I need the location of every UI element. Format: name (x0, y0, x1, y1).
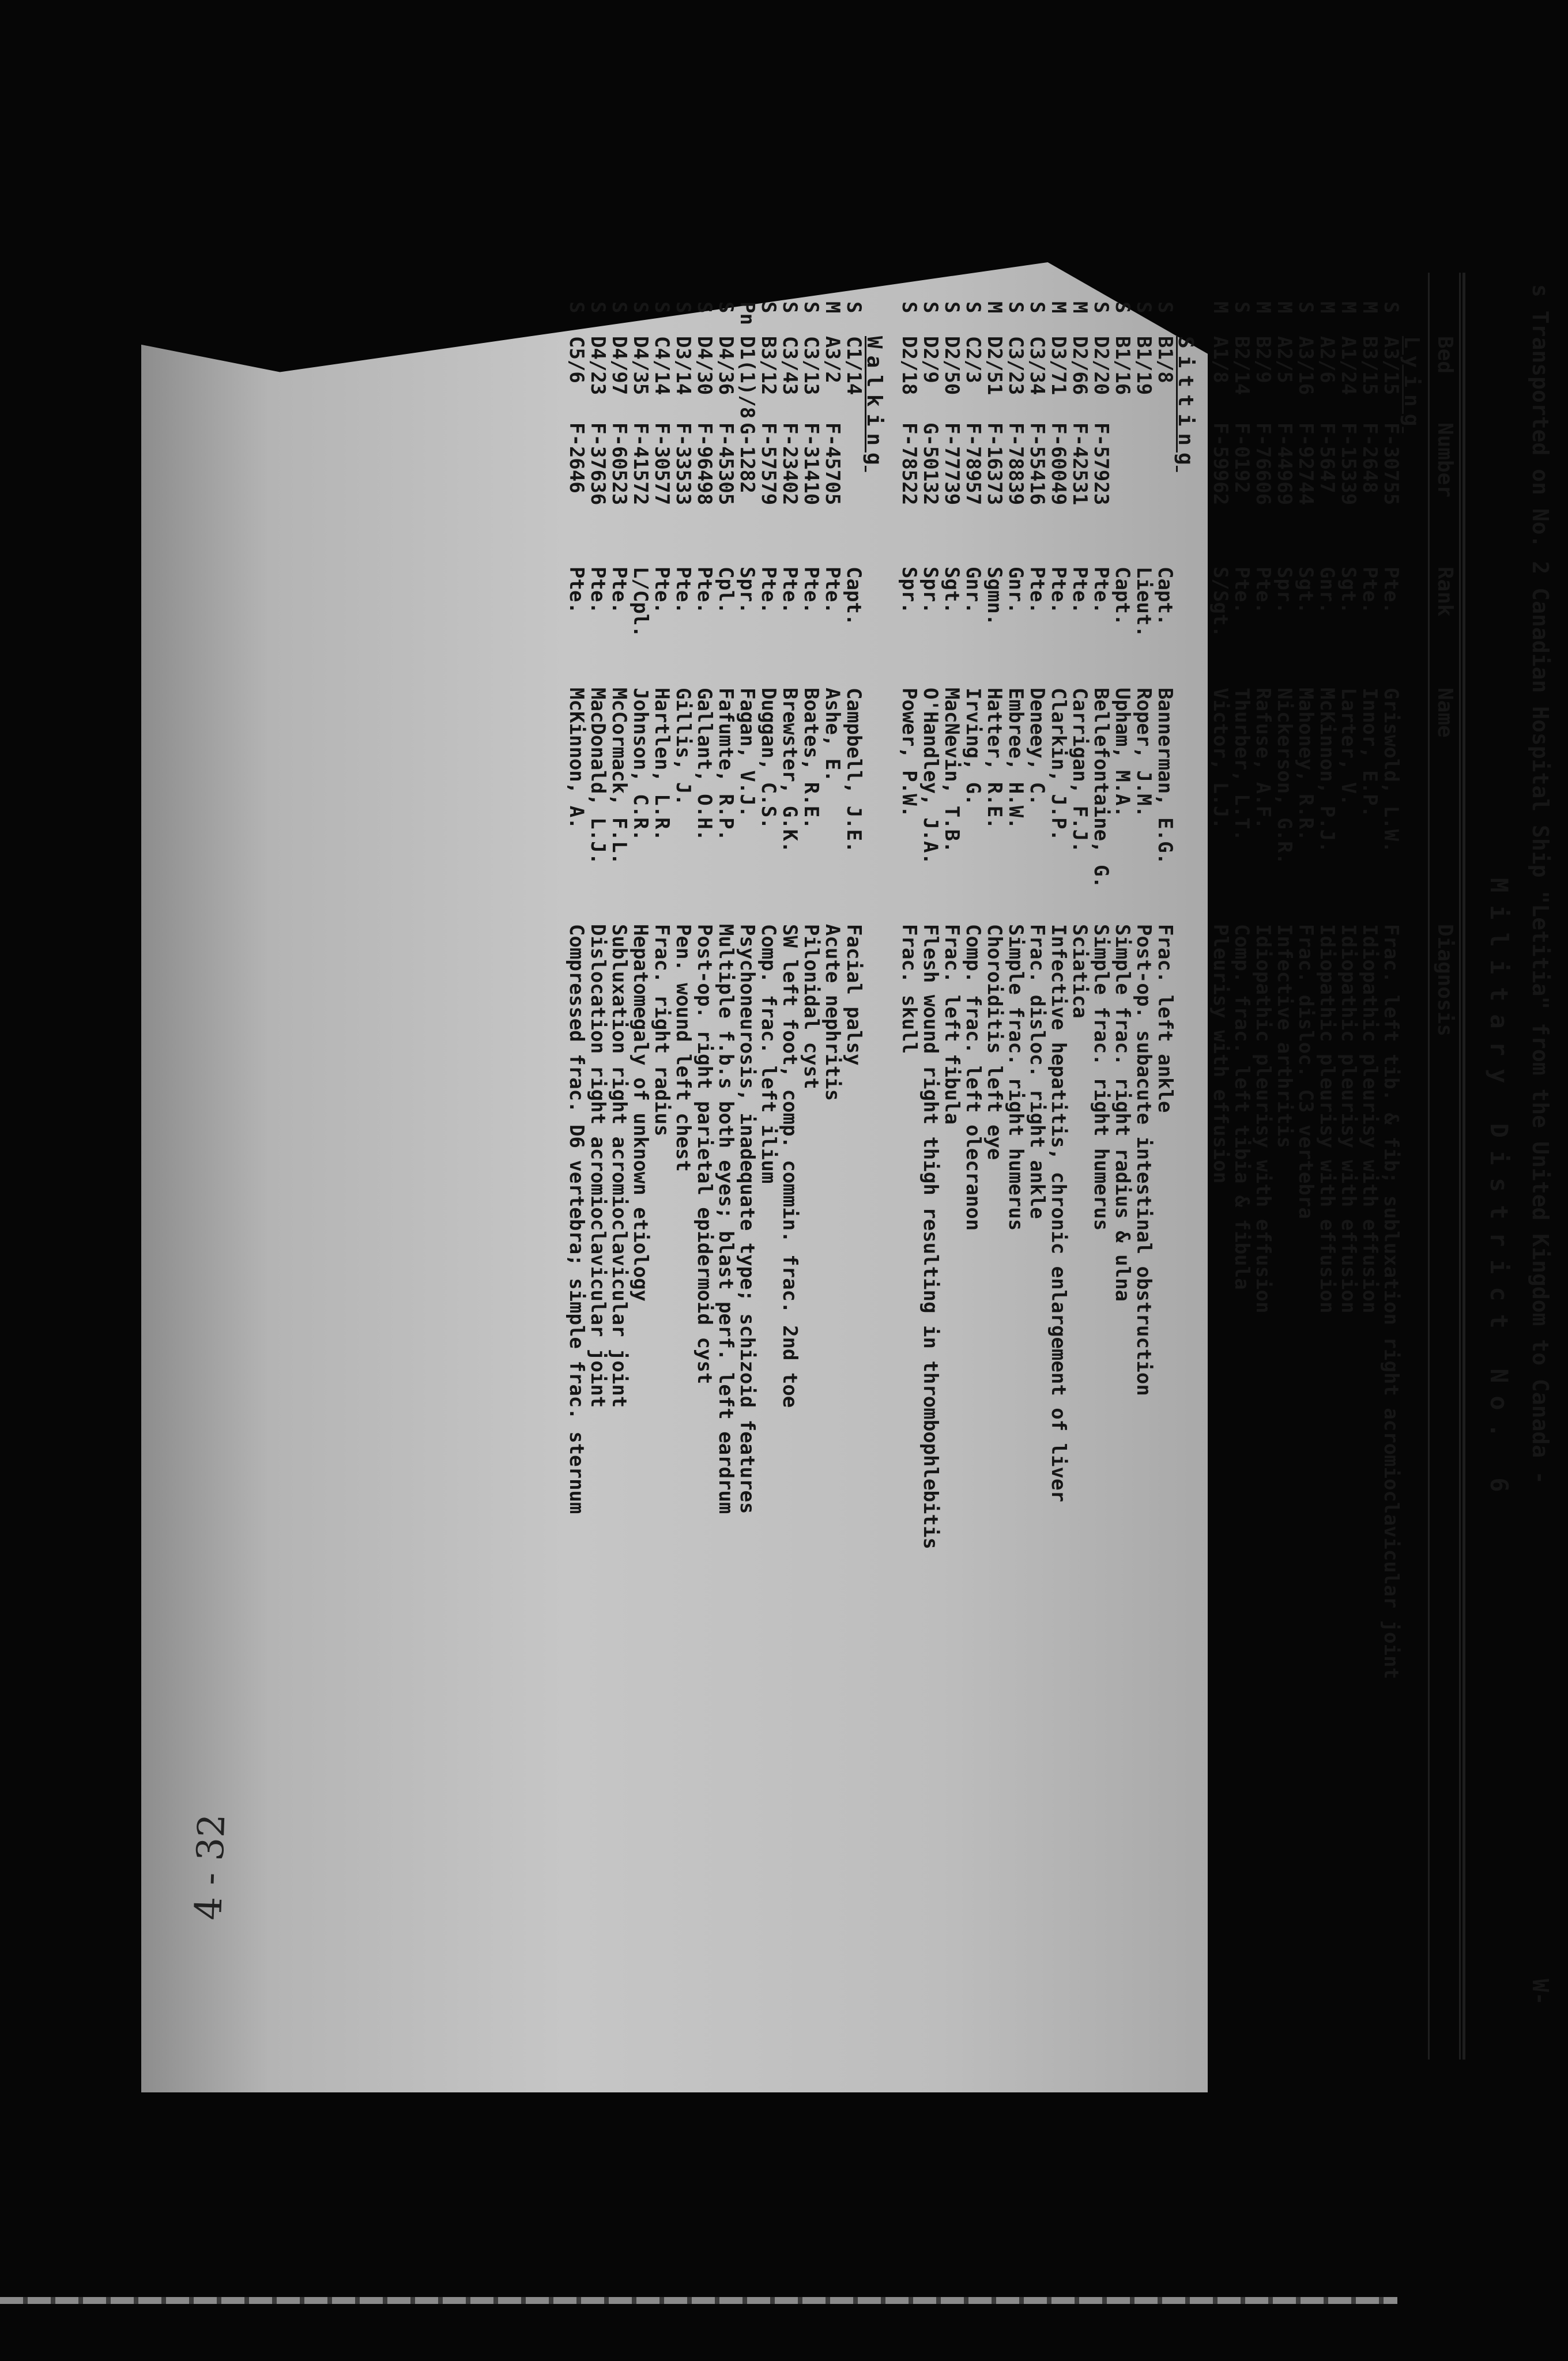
diagnosis-cell: Comp. frac. left ilium (756, 924, 780, 1184)
ward-code: S (671, 301, 695, 314)
rank-cell: Pte. (1230, 567, 1253, 614)
bed-cell: A2/5 (1273, 336, 1296, 383)
number-cell: F-96498 (692, 423, 716, 506)
number-cell: F-45305 (714, 423, 737, 506)
name-cell: Boates, R.E. (799, 688, 823, 829)
bed-cell: D1(1)/8 (735, 336, 759, 419)
ward-code: M (1252, 301, 1275, 314)
diagnosis-cell: Frac. left fibula (940, 924, 963, 1125)
number-cell: F-5647 (1316, 423, 1339, 493)
bed-cell: C2/3 (961, 336, 985, 383)
table-row (1253, 273, 1273, 2060)
name-cell: Power, P.W. (897, 688, 921, 818)
number-cell: F-44969 (1273, 423, 1296, 506)
diagnosis-cell: Idiopathic pleurisy with effusion (1252, 924, 1275, 1314)
name-cell: Hartlen, L.R. (650, 688, 673, 842)
name-cell: Upham, M.A. (1110, 688, 1134, 818)
rank-cell: Sgmn. (982, 567, 1006, 626)
table-row (941, 273, 962, 2060)
number-cell: F-57579 (756, 423, 780, 506)
rank-cell: Spr. (897, 567, 921, 614)
diagnosis-cell: Idiopathic pleurisy with effusion (1358, 924, 1381, 1314)
bed-cell: D2/20 (1089, 336, 1113, 395)
number-cell: F-45705 (820, 423, 844, 506)
name-cell: Johnson, C.R. (628, 688, 652, 842)
ward-code: S (940, 301, 963, 314)
diagnosis-cell: Acute nephritis (820, 924, 844, 1102)
name-cell: Griswold, L.W. (1379, 688, 1403, 853)
rank-cell: Spr. (1273, 567, 1296, 614)
ward-code: S (1294, 301, 1317, 314)
number-cell: F-77739 (940, 423, 963, 506)
name-cell: McCormack, F.L. (607, 688, 631, 865)
bed-cell: A1/8 (1209, 336, 1232, 383)
diagnosis-cell: Frac. skull (897, 924, 921, 1054)
number-cell: F-59962 (1209, 423, 1232, 506)
diagnosis-cell: Multiple f.b.s both eyes; blast perf. left eardrum (714, 924, 737, 1514)
ward-code: S (586, 301, 609, 314)
section-label: Walking (862, 336, 886, 472)
rank-cell: Lieut. (1132, 567, 1155, 638)
number-cell: F-78522 (897, 423, 921, 506)
bed-cell: D2/9 (918, 336, 942, 383)
rank-cell: Gnr. (1316, 567, 1339, 614)
column-header-name: Name (1433, 688, 1457, 738)
name-cell: Innor, E.P. (1358, 688, 1381, 818)
section-label: Lying (1400, 336, 1423, 433)
ward-code: M (1209, 301, 1232, 314)
diagnosis-cell: Idiopathic pleurisy with effusion (1316, 924, 1339, 1314)
ward-code: S (1379, 301, 1403, 314)
bed-cell: D4/30 (692, 336, 716, 395)
table-row (587, 273, 608, 2060)
table-row (1005, 273, 1026, 2060)
section-label: Sitting (1173, 336, 1197, 472)
bed-cell: B2/14 (1230, 336, 1253, 395)
document-title-suffix: W- (1528, 1979, 1553, 2005)
diagnosis-cell: SW left foot, comp. commin. frac. 2nd toe (778, 924, 801, 1408)
diagnosis-cell: Simple frac. right humerus (1004, 924, 1027, 1231)
bed-cell: A3/2 (820, 336, 844, 383)
ward-code: S (1004, 301, 1027, 314)
table-row (1231, 273, 1252, 2060)
rank-cell: Pte. (756, 567, 780, 614)
name-cell: Victor, L.J. (1209, 688, 1232, 829)
rank-cell: Capt. (1110, 567, 1134, 626)
name-cell: Mahoney, R.R. (1294, 688, 1317, 842)
rank-cell: Pte. (1252, 567, 1275, 614)
name-cell: Larter, V. (1337, 688, 1360, 806)
name-cell: Campbell, J.E. (842, 688, 865, 853)
rank-cell: Pte. (778, 567, 801, 614)
table-row (920, 273, 941, 2060)
table-row (1359, 273, 1380, 2060)
table-row (651, 273, 672, 2060)
diagnosis-cell: Frac. left tib. & fib; subluxation right acromioclavicular joint (1379, 924, 1403, 1680)
rank-cell: Sgt. (940, 567, 963, 614)
table-row (1381, 273, 1401, 2060)
bed-cell: D4/36 (714, 336, 737, 395)
diagnosis-cell: Frac. disloc. right ankle (1025, 924, 1049, 1219)
name-cell: Hatter, R.E. (982, 688, 1006, 829)
ward-code: S (1089, 301, 1113, 314)
bed-cell: D4/97 (607, 336, 631, 395)
ward-code: S (1132, 301, 1155, 314)
name-cell: Gillis, J. (671, 688, 695, 806)
diagnosis-cell: Sciatica (1068, 924, 1091, 1019)
name-cell: Embree, H.W. (1004, 688, 1027, 829)
ward-code: S (756, 301, 780, 314)
name-cell: Rafuse, A.F. (1252, 688, 1275, 829)
ward-code: S (842, 301, 865, 314)
name-cell: Deneey, C. (1025, 688, 1049, 806)
name-cell: MacNevin, T.B. (940, 688, 963, 853)
ward-code: S (564, 301, 588, 314)
number-cell: F-0192 (1230, 423, 1253, 493)
rank-cell: Cpl. (714, 567, 737, 614)
number-cell: F-42531 (1068, 423, 1091, 506)
document-title: s Transported on No. 2 Canadian Hospital Ship "Letitia" from the United Kingdom to Canada - (1528, 284, 1553, 1498)
name-cell: Duggan, C.S. (756, 688, 780, 829)
bed-cell: D2/66 (1068, 336, 1091, 395)
rank-cell: Pte. (650, 567, 673, 614)
table-row (1027, 273, 1047, 2060)
ward-code: Pn (735, 301, 759, 325)
diagnosis-cell: Subluxation right acromioclavicular joint (607, 924, 631, 1408)
ward-code: S (778, 301, 801, 314)
table-row (1210, 273, 1231, 2060)
rank-cell: Pte. (1046, 567, 1070, 614)
ward-code: M (982, 301, 1006, 314)
name-cell: MacDonald, L.J. (586, 688, 609, 865)
name-cell: O'Handley, J.A. (918, 688, 942, 865)
rank-cell: Pte. (692, 567, 716, 614)
diagnosis-cell: Comp. frac. left tibia & fibula (1230, 924, 1253, 1290)
ward-code: M (1273, 301, 1296, 314)
table-row (1048, 273, 1069, 2060)
table-row (1338, 273, 1359, 2060)
table-row (1317, 273, 1337, 2060)
name-cell: Carrigan, F.J. (1068, 688, 1091, 853)
rank-cell: Pte. (1379, 567, 1403, 614)
ward-code: S (1110, 301, 1134, 314)
number-cell: F-33533 (671, 423, 695, 506)
ward-code: S (628, 301, 652, 314)
bed-cell: D4/35 (628, 336, 652, 395)
table-row (1295, 273, 1316, 2060)
ward-code: S (692, 301, 716, 314)
rank-cell: S/Sgt. (1209, 567, 1232, 638)
number-cell: F-16373 (982, 423, 1006, 506)
ward-code: M (1316, 301, 1339, 314)
rank-cell: Pte. (799, 567, 823, 614)
diagnosis-cell: Pleurisy with effusion (1209, 924, 1232, 1184)
name-cell: Bannerman, E.G. (1153, 688, 1177, 865)
diagnosis-cell: Simple frac. right radius & ulna (1110, 924, 1134, 1302)
bed-cell: C3/13 (799, 336, 823, 395)
diagnosis-cell: Post-op. subacute intestinal obstruction (1132, 924, 1155, 1396)
table-row (1133, 273, 1154, 2060)
table-row (609, 273, 630, 2060)
diagnosis-cell: Choroiditis left eye (982, 924, 1006, 1160)
rank-cell: Pte. (1068, 567, 1091, 614)
ward-code: S (897, 301, 921, 314)
name-cell: Irving, G. (961, 688, 985, 806)
ward-code: M (1068, 301, 1091, 314)
name-cell: Gallant, O.H. (692, 688, 716, 842)
diagnosis-cell: Flesh wound right thigh resulting in thrombophlebitis (918, 924, 942, 1549)
number-cell: F-37636 (586, 423, 609, 506)
bed-cell: B1/8 (1153, 336, 1177, 383)
rank-cell: Pte. (1025, 567, 1049, 614)
number-cell: G-1282 (735, 423, 759, 493)
number-cell: F-57923 (1089, 423, 1113, 506)
rank-cell: Pte. (607, 567, 631, 614)
table-row (673, 273, 693, 2060)
rank-cell: Pte. (1089, 567, 1113, 614)
diagnosis-cell: Pen. wound left chest (671, 924, 695, 1172)
ward-code: S (961, 301, 985, 314)
diagnosis-cell: Idiopathic pleurisy with effusion (1337, 924, 1360, 1314)
name-cell: Fafumte, R.P. (714, 688, 737, 842)
rank-cell: Capt. (1153, 567, 1177, 626)
bed-cell: A3/16 (1294, 336, 1317, 395)
name-cell: McKinnon, A. (564, 688, 588, 829)
ward-code: M (1337, 301, 1360, 314)
table-row (984, 273, 1005, 2060)
bed-cell: D2/51 (982, 336, 1006, 395)
name-cell: Roper, J.M. (1132, 688, 1155, 818)
table-row (1091, 273, 1111, 2060)
ward-code: M (1046, 301, 1070, 314)
rank-cell: Gnr. (961, 567, 985, 614)
bed-cell: C5/6 (564, 336, 588, 383)
diagnosis-cell: Compressed frac. D6 vertebra; simple frac. sternum (564, 924, 588, 1514)
bed-cell: D2/50 (940, 336, 963, 395)
ward-code: S (607, 301, 631, 314)
rank-cell: Spr. (918, 567, 942, 614)
name-cell: Ashe, E. (820, 688, 844, 782)
column-header-number: Number (1433, 423, 1457, 498)
bed-cell: B1/19 (1132, 336, 1155, 395)
name-cell: McKinnon, P.J. (1316, 688, 1339, 853)
rank-cell: Capt. (842, 567, 865, 626)
bed-cell: C3/43 (778, 336, 801, 395)
diagnosis-cell: Frac. right radius (650, 924, 673, 1137)
column-header-rule (1428, 273, 1430, 2060)
table-row (801, 273, 821, 2060)
bed-cell: D3/71 (1046, 336, 1070, 395)
handwritten-note: 4 - 32 (187, 1813, 234, 1921)
diagnosis-cell: Facial palsy (842, 924, 865, 1066)
diagnosis-cell: Comp. frac. left olecranon (961, 924, 985, 1231)
diagnosis-cell: Frac. left ankle (1153, 924, 1177, 1113)
column-header-bed: Bed (1433, 336, 1457, 374)
number-cell: F-78839 (1004, 423, 1027, 506)
table-row (758, 273, 779, 2060)
table-row (1274, 273, 1295, 2060)
bed-cell: D2/18 (897, 336, 921, 395)
number-cell: F-60523 (607, 423, 631, 506)
table-row (963, 273, 983, 2060)
bed-cell: A3/15 (1379, 336, 1403, 395)
ward-code: S (1230, 301, 1253, 314)
diagnosis-cell: Post-op. right parietal epidermoid cyst (692, 924, 716, 1385)
ward-code: M (820, 301, 844, 314)
table-row (630, 273, 651, 2060)
bed-cell: C1/14 (842, 336, 865, 395)
rank-cell: Pte. (564, 567, 588, 614)
number-cell: F-15339 (1337, 423, 1360, 506)
name-cell: Fagan, V.J. (735, 688, 759, 818)
bed-cell: D4/23 (586, 336, 609, 395)
bed-cell: B3/12 (756, 336, 780, 395)
number-cell: G-50132 (918, 423, 942, 506)
district-heading: Military District No. 6 (1485, 878, 1513, 1505)
ward-code: S (1025, 301, 1049, 314)
number-cell: F-23402 (778, 423, 801, 506)
number-cell: F-92744 (1294, 423, 1317, 506)
bed-cell: B3/15 (1358, 336, 1381, 395)
number-cell: F-30755 (1379, 423, 1403, 506)
ward-code: S (714, 301, 737, 314)
column-header-rank: Rank (1433, 567, 1457, 617)
diagnosis-cell: Frac. disloc. C3 vertebra (1294, 924, 1317, 1219)
column-header-diagnosis: Diagnosis (1433, 924, 1457, 1037)
name-cell: Nickerson, G.R. (1273, 688, 1296, 865)
name-cell: Thurber, L.T. (1230, 688, 1253, 842)
number-cell: F-78957 (961, 423, 985, 506)
bed-cell: A1/24 (1337, 336, 1360, 395)
bed-cell: C3/23 (1004, 336, 1027, 395)
ward-code: S (918, 301, 942, 314)
rank-cell: Gnr. (1004, 567, 1027, 614)
table-row (737, 273, 757, 2060)
bed-cell: C3/34 (1025, 336, 1049, 395)
name-cell: Bellefontaine, G. (1089, 688, 1113, 888)
table-row (715, 273, 736, 2060)
diagnosis-cell: Psychoneurosis, inadequate type; schizoid features (735, 924, 759, 1514)
ward-code: M (1358, 301, 1381, 314)
number-cell: F-76606 (1252, 423, 1275, 506)
number-cell: F-60049 (1046, 423, 1070, 506)
number-cell: F-41572 (628, 423, 652, 506)
diagnosis-cell: Infective hepatitis, chronic enlargement of liver (1046, 924, 1070, 1503)
table-row (779, 273, 800, 2060)
rank-cell: Pte. (586, 567, 609, 614)
table-row (899, 273, 919, 2060)
rank-cell: Pte. (820, 567, 844, 614)
table-row (694, 273, 715, 2060)
rotated-page (542, 273, 1568, 2060)
rank-cell: Pte. (671, 567, 695, 614)
bed-cell: B2/9 (1252, 336, 1275, 383)
rank-cell: Sgt. (1337, 567, 1360, 614)
bed-cell: D3/14 (671, 336, 695, 395)
diagnosis-cell: Simple frac. right humerus (1089, 924, 1113, 1231)
table-row (1155, 273, 1175, 2060)
rank-cell: Spr. (735, 567, 759, 614)
ward-code: S (799, 301, 823, 314)
bed-cell: A2/6 (1316, 336, 1339, 383)
number-cell: F-55416 (1025, 423, 1049, 506)
bed-cell: B1/16 (1110, 336, 1134, 395)
table-row (822, 273, 843, 2060)
table-row (1112, 273, 1133, 2060)
number-cell: F-2648 (1358, 423, 1381, 493)
diagnosis-cell: Pilonidal cyst (799, 924, 823, 1089)
rank-cell: Pte. (1358, 567, 1381, 614)
diagnosis-cell: Dislocation right acromioclavicular joint (586, 924, 609, 1408)
table-row (843, 273, 864, 2060)
table-row (1069, 273, 1090, 2060)
microfilm-edge (0, 2297, 1397, 2304)
table-row (566, 273, 587, 2060)
name-cell: Brewster, G.K. (778, 688, 801, 853)
number-cell: F-2646 (564, 423, 588, 493)
bed-cell: C4/14 (650, 336, 673, 395)
diagnosis-cell: Infective arthritis (1273, 924, 1296, 1148)
header-rule-bottom (1459, 273, 1461, 2060)
rank-cell: L/Cpl. (628, 567, 652, 638)
ward-code: S (1153, 301, 1177, 314)
number-cell: F-30577 (650, 423, 673, 506)
diagnosis-cell: Hepatomegaly of unknown etiology (628, 924, 652, 1302)
header-rule-top (1463, 273, 1465, 2060)
rank-cell: Sgt. (1294, 567, 1317, 614)
name-cell: Clarkin, J.P. (1046, 688, 1070, 842)
number-cell: F-31410 (799, 423, 823, 506)
ward-code: S (650, 301, 673, 314)
